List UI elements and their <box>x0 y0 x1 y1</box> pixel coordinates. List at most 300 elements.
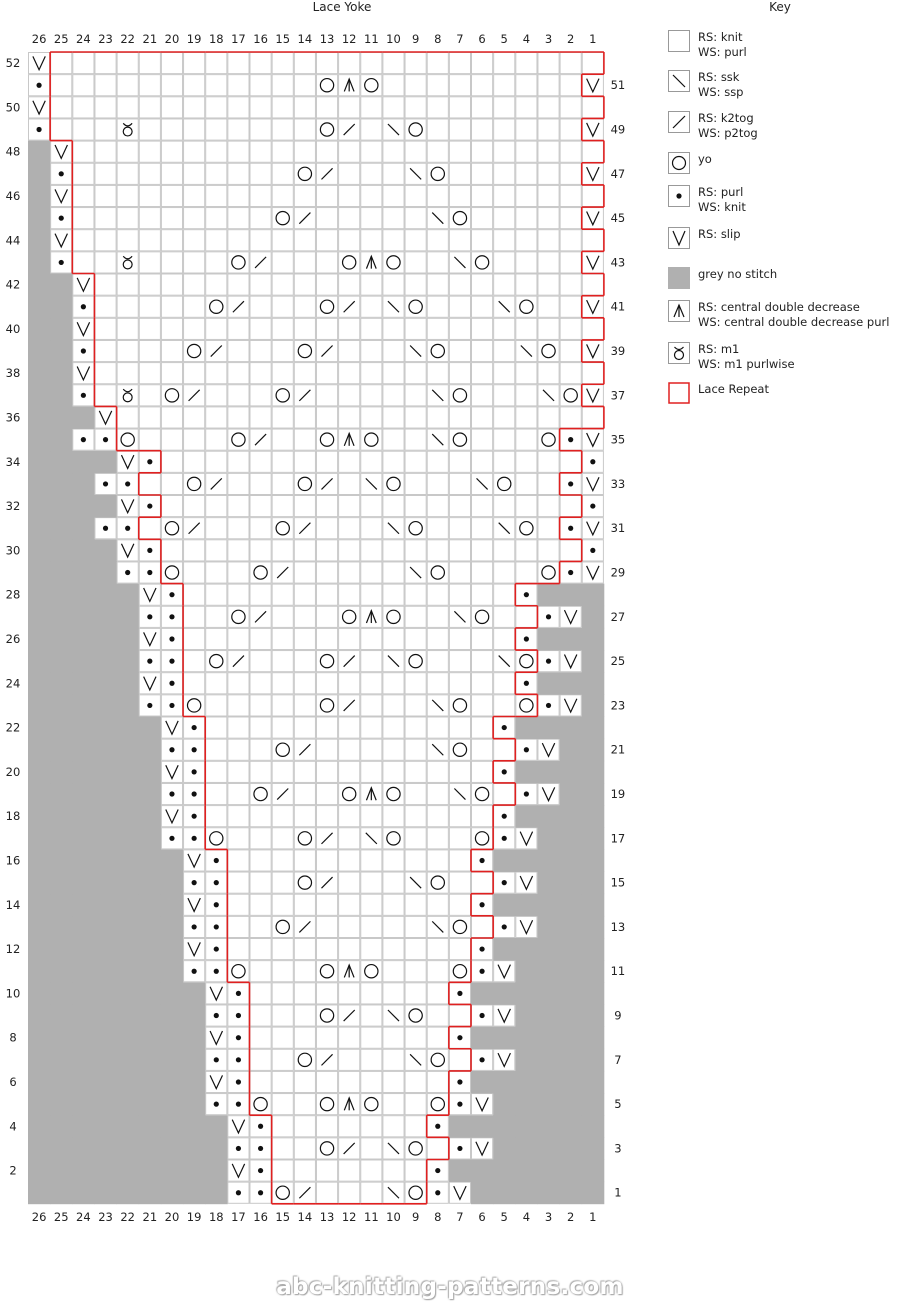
stitch-cell <box>494 385 515 406</box>
key-item-line: WS: p2tog <box>698 126 758 140</box>
stitch-cell <box>206 163 227 184</box>
column-number-top: 26 <box>31 32 47 46</box>
stitch-cell <box>383 208 404 229</box>
stitch-cell <box>228 828 249 849</box>
purl-symbol <box>502 924 507 929</box>
stitch-cell <box>206 806 227 827</box>
no-stitch-cell <box>537 1093 560 1116</box>
no-stitch-cell <box>537 938 560 961</box>
purl-symbol <box>169 636 174 641</box>
column-number-top: 15 <box>275 32 291 46</box>
purl-symbol <box>147 614 152 619</box>
stitch-cell <box>161 296 182 317</box>
stitch-cell <box>250 651 271 672</box>
stitch-cell <box>339 97 360 118</box>
stitch-cell <box>383 1160 404 1181</box>
row-number-left: 42 <box>5 277 21 292</box>
no-stitch-cell <box>72 827 95 850</box>
no-stitch-cell <box>94 1049 117 1072</box>
stitch-cell <box>449 185 470 206</box>
purl-symbol <box>568 437 573 442</box>
stitch-cell <box>494 318 515 339</box>
stitch-cell <box>294 340 315 361</box>
stitch-cell <box>316 739 337 760</box>
stitch-cell <box>250 274 271 295</box>
stitch-cell <box>294 363 315 384</box>
stitch-cell <box>361 518 382 539</box>
stitch-cell <box>582 53 603 74</box>
stitch-cell <box>272 185 293 206</box>
no-stitch-cell <box>28 229 51 252</box>
no-stitch-cell <box>493 894 516 917</box>
no-stitch-cell <box>515 805 538 828</box>
stitch-cell <box>250 119 271 140</box>
no-stitch-cell <box>582 1093 605 1116</box>
no-stitch-cell <box>161 1027 184 1050</box>
no-stitch-cell <box>183 1027 206 1050</box>
stitch-cell <box>383 451 404 472</box>
stitch-cell <box>228 429 249 450</box>
stitch-cell <box>272 141 293 162</box>
stitch-cell <box>427 296 448 317</box>
stitch-cell <box>560 385 581 406</box>
stitch-cell <box>272 673 293 694</box>
stitch-cell <box>427 185 448 206</box>
stitch-cell <box>272 75 293 96</box>
stitch-cell <box>95 75 116 96</box>
no-stitch-cell <box>183 1049 206 1072</box>
no-stitch-cell <box>117 1137 140 1160</box>
stitch-cell <box>383 496 404 517</box>
stitch-cell <box>184 695 205 716</box>
no-stitch-cell <box>72 561 95 584</box>
stitch-cell <box>184 540 205 561</box>
stitch-cell <box>472 363 493 384</box>
stitch-cell <box>449 695 470 716</box>
no-stitch-cell <box>139 1071 162 1094</box>
stitch-cell <box>405 274 426 295</box>
purl-symbol <box>214 1102 219 1107</box>
stitch-cell <box>294 1116 315 1137</box>
no-stitch-cell <box>72 1182 95 1205</box>
column-number-bottom: 23 <box>98 1209 113 1224</box>
stitch-cell <box>427 1071 448 1092</box>
column-number-bottom: 20 <box>164 1209 180 1224</box>
stitch-cell <box>427 518 448 539</box>
column-number-top: 7 <box>456 32 464 46</box>
stitch-cell <box>316 407 337 428</box>
stitch-cell <box>250 496 271 517</box>
stitch-cell <box>538 163 559 184</box>
stitch-cell <box>139 518 160 539</box>
no-stitch-cell <box>28 296 51 319</box>
stitch-cell <box>427 1027 448 1048</box>
key-item-label <box>698 111 758 141</box>
key-item-line: WS: purl <box>698 45 747 59</box>
no-stitch-cell <box>94 1182 117 1205</box>
stitch-cell <box>184 230 205 251</box>
no-stitch-cell <box>161 872 184 895</box>
stitch-cell <box>472 916 493 937</box>
stitch-cell <box>250 1049 271 1070</box>
stitch-cell <box>250 894 271 915</box>
no-stitch-cell <box>94 827 117 850</box>
stitch-cell <box>206 562 227 583</box>
stitch-cell <box>361 695 382 716</box>
stitch-cell <box>449 363 470 384</box>
stitch-cell <box>228 628 249 649</box>
no-stitch-cell <box>560 805 583 828</box>
column-number-bottom: 25 <box>53 1209 69 1224</box>
no-stitch-cell <box>72 539 95 562</box>
stitch-cell <box>405 717 426 738</box>
key-item-line: RS: slip <box>698 227 741 241</box>
key-title: Key <box>769 0 791 14</box>
stitch-cell <box>449 318 470 339</box>
stitch-cell <box>339 230 360 251</box>
stitch-cell <box>316 141 337 162</box>
stitch-cell <box>250 673 271 694</box>
stitch-cell <box>184 429 205 450</box>
stitch-cell <box>560 340 581 361</box>
stitch-cell <box>472 185 493 206</box>
stitch-cell <box>516 562 537 583</box>
stitch-cell <box>73 208 94 229</box>
stitch-cell <box>117 252 138 273</box>
no-stitch-cell <box>139 1004 162 1027</box>
no-stitch-cell <box>94 672 117 695</box>
no-stitch-cell <box>537 672 560 695</box>
column-number-bottom: 14 <box>297 1209 313 1224</box>
stitch-cell <box>294 1094 315 1115</box>
row-number-left: 14 <box>5 897 21 912</box>
stitch-cell <box>449 739 470 760</box>
stitch-cell <box>516 274 537 295</box>
purl-symbol <box>479 1057 484 1062</box>
column-number-top: 19 <box>186 32 202 46</box>
column-number-bottom: 10 <box>386 1209 401 1224</box>
stitch-cell <box>294 872 315 893</box>
stitch-cell <box>206 451 227 472</box>
stitch-cell <box>250 562 271 583</box>
no-stitch-cell <box>537 1182 560 1205</box>
stitch-cell <box>316 1182 337 1203</box>
stitch-cell <box>538 429 559 450</box>
no-stitch-cell <box>28 406 51 429</box>
key-item-label <box>698 342 795 372</box>
stitch-cell <box>339 141 360 162</box>
stitch-cell <box>427 119 448 140</box>
stitch-cell <box>316 894 337 915</box>
no-stitch-cell <box>560 982 583 1005</box>
stitch-cell <box>95 163 116 184</box>
row-number-right: 1 <box>614 1185 622 1200</box>
no-stitch-cell <box>205 1137 228 1160</box>
stitch-cell <box>383 274 404 295</box>
no-stitch-cell <box>515 894 538 917</box>
stitch-cell <box>339 540 360 561</box>
stitch-cell <box>272 451 293 472</box>
stitch-cell <box>538 274 559 295</box>
stitch-cell <box>449 673 470 694</box>
stitch-cell <box>250 340 271 361</box>
stitch-cell <box>316 230 337 251</box>
no-stitch-cell <box>537 805 560 828</box>
stitch-cell <box>427 141 448 162</box>
no-stitch-cell <box>582 628 605 651</box>
stitch-cell <box>294 119 315 140</box>
row-number-right: 31 <box>610 521 626 536</box>
no-stitch-cell <box>493 1027 516 1050</box>
stitch-cell <box>316 518 337 539</box>
no-stitch-cell <box>205 1160 228 1183</box>
stitch-cell <box>228 673 249 694</box>
row-number-right: 39 <box>610 344 626 359</box>
stitch-cell <box>472 651 493 672</box>
no-stitch-cell <box>28 1160 51 1183</box>
stitch-cell <box>339 496 360 517</box>
no-stitch-cell <box>72 849 95 872</box>
stitch-cell <box>361 1160 382 1181</box>
stitch-cell <box>316 252 337 273</box>
stitch-cell <box>494 163 515 184</box>
stitch-cell <box>316 1094 337 1115</box>
purl-symbol <box>147 659 152 664</box>
no-stitch-cell <box>28 960 51 983</box>
stitch-cell <box>361 75 382 96</box>
stitch-cell <box>339 518 360 539</box>
no-stitch-cell <box>582 1160 605 1183</box>
no-stitch-cell <box>493 938 516 961</box>
stitch-cell <box>383 695 404 716</box>
stitch-cell <box>361 939 382 960</box>
site-watermark: abc-knitting-patterns.com <box>276 1274 624 1300</box>
no-stitch-cell <box>94 606 117 629</box>
purl-symbol <box>169 747 174 752</box>
stitch-cell <box>516 141 537 162</box>
no-stitch-cell <box>72 650 95 673</box>
stitch-cell <box>272 584 293 605</box>
stitch-cell <box>361 163 382 184</box>
stitch-cell <box>383 540 404 561</box>
stitch-cell <box>427 540 448 561</box>
stitch-cell <box>228 518 249 539</box>
no-stitch-cell <box>183 1093 206 1116</box>
no-stitch-cell <box>560 872 583 895</box>
no-stitch-cell <box>94 650 117 673</box>
no-stitch-cell <box>94 894 117 917</box>
no-stitch-cell <box>28 251 51 274</box>
no-stitch-cell <box>515 1182 538 1205</box>
key-item-line: RS: central double decrease <box>698 300 860 314</box>
stitch-cell <box>339 163 360 184</box>
stitch-cell <box>472 761 493 782</box>
stitch-cell <box>449 540 470 561</box>
stitch-cell <box>294 939 315 960</box>
no-stitch-cell <box>50 849 73 872</box>
stitch-cell <box>405 473 426 494</box>
stitch-cell <box>184 296 205 317</box>
stitch-cell <box>206 75 227 96</box>
stitch-cell <box>560 141 581 162</box>
row-number-left: 26 <box>5 631 21 646</box>
stitch-cell <box>405 1138 426 1159</box>
stitch-cell <box>405 695 426 716</box>
stitch-cell <box>316 540 337 561</box>
purl-symbol <box>81 393 86 398</box>
no-stitch-cell <box>72 916 95 939</box>
stitch-cell <box>316 916 337 937</box>
key-item-repeat <box>668 382 769 404</box>
column-number-bottom: 12 <box>341 1209 357 1224</box>
stitch-cell <box>161 185 182 206</box>
no-stitch-cell <box>28 672 51 695</box>
stitch-cell <box>272 1094 293 1115</box>
stitch-cell <box>383 939 404 960</box>
stitch-cell <box>161 540 182 561</box>
stitch-cell <box>316 761 337 782</box>
purl-symbol <box>479 946 484 951</box>
purl-symbol <box>169 681 174 686</box>
stitch-cell <box>139 230 160 251</box>
stitch-cell <box>228 850 249 871</box>
no-stitch-cell <box>161 982 184 1005</box>
no-stitch-cell <box>537 982 560 1005</box>
stitch-cell <box>272 252 293 273</box>
stitch-cell <box>294 429 315 450</box>
row-number-right: 7 <box>614 1052 622 1067</box>
stitch-cell <box>405 429 426 450</box>
column-number-top: 1 <box>589 32 597 46</box>
stitch-cell <box>161 163 182 184</box>
no-stitch-cell <box>560 1137 583 1160</box>
stitch-cell <box>250 1005 271 1026</box>
stitch-cell <box>294 562 315 583</box>
stitch-cell <box>560 318 581 339</box>
no-stitch-cell <box>560 894 583 917</box>
purl-symbol <box>81 304 86 309</box>
stitch-cell <box>316 363 337 384</box>
stitch-cell <box>472 340 493 361</box>
stitch-cell <box>494 53 515 74</box>
no-stitch-cell <box>28 274 51 297</box>
purl-symbol <box>258 1124 263 1129</box>
stitch-cell <box>250 828 271 849</box>
nostitch-icon <box>668 267 690 289</box>
purl-symbol <box>59 260 64 265</box>
stitch-cell <box>339 385 360 406</box>
no-stitch-cell <box>537 717 560 740</box>
stitch-cell <box>427 318 448 339</box>
no-stitch-cell <box>28 561 51 584</box>
no-stitch-cell <box>582 584 605 607</box>
stitch-cell <box>383 739 404 760</box>
stitch-cell <box>405 739 426 760</box>
no-stitch-cell <box>139 1093 162 1116</box>
no-stitch-cell <box>117 805 140 828</box>
no-stitch-cell <box>28 739 51 762</box>
key-item-line: yo <box>698 152 712 166</box>
row-number-left: 18 <box>5 809 21 824</box>
stitch-cell <box>228 872 249 893</box>
no-stitch-cell <box>72 584 95 607</box>
stitch-cell <box>339 606 360 627</box>
column-number-bottom: 9 <box>411 1209 420 1224</box>
no-stitch-cell <box>72 1027 95 1050</box>
no-stitch-cell <box>94 783 117 806</box>
stitch-cell <box>206 274 227 295</box>
stitch-cell <box>472 451 493 472</box>
stitch-cell <box>427 473 448 494</box>
no-stitch-cell <box>94 960 117 983</box>
stitch-cell <box>405 761 426 782</box>
key-item-ssk <box>668 70 743 100</box>
row-number-right: 5 <box>614 1097 622 1112</box>
stitch-cell <box>339 318 360 339</box>
no-stitch-cell <box>72 517 95 540</box>
column-number-top: 20 <box>164 32 180 46</box>
stitch-cell <box>361 1071 382 1092</box>
purl-symbol <box>169 659 174 664</box>
no-stitch-cell <box>28 517 51 540</box>
no-stitch-cell <box>139 739 162 762</box>
stitch-cell <box>161 230 182 251</box>
stitch-cell <box>161 451 182 472</box>
stitch-cell <box>538 473 559 494</box>
stitch-cell <box>294 983 315 1004</box>
no-stitch-cell <box>28 694 51 717</box>
no-stitch-cell <box>582 827 605 850</box>
no-stitch-cell <box>537 1137 560 1160</box>
stitch-cell <box>383 562 404 583</box>
no-stitch-cell <box>449 1115 472 1138</box>
stitch-cell <box>405 185 426 206</box>
stitch-cell <box>184 606 205 627</box>
purl-symbol <box>236 991 241 996</box>
no-stitch-cell <box>515 761 538 784</box>
stitch-cell <box>361 961 382 982</box>
stitch-cell <box>361 1116 382 1137</box>
stitch-cell <box>139 75 160 96</box>
stitch-cell <box>582 185 603 206</box>
no-stitch-cell <box>139 783 162 806</box>
stitch-cell <box>272 496 293 517</box>
stitch-cell <box>494 540 515 561</box>
stitch-cell <box>272 1005 293 1026</box>
stitch-cell <box>316 1005 337 1026</box>
stitch-cell <box>383 97 404 118</box>
stitch-cell <box>449 296 470 317</box>
stitch-cell <box>117 429 138 450</box>
no-stitch-cell <box>50 495 73 518</box>
no-stitch-cell <box>28 1182 51 1205</box>
stitch-cell <box>228 230 249 251</box>
no-stitch-cell <box>117 584 140 607</box>
no-stitch-cell <box>560 1049 583 1072</box>
purl-symbol <box>568 526 573 531</box>
stitch-cell <box>516 695 537 716</box>
stitch-cell <box>95 252 116 273</box>
stitch-cell <box>405 983 426 1004</box>
stitch-cell <box>427 717 448 738</box>
no-stitch-cell <box>72 473 95 496</box>
no-stitch-cell <box>117 761 140 784</box>
stitch-cell <box>206 141 227 162</box>
stitch-cell <box>516 163 537 184</box>
no-stitch-cell <box>117 849 140 872</box>
no-stitch-cell <box>50 628 73 651</box>
stitch-cell <box>582 407 603 428</box>
